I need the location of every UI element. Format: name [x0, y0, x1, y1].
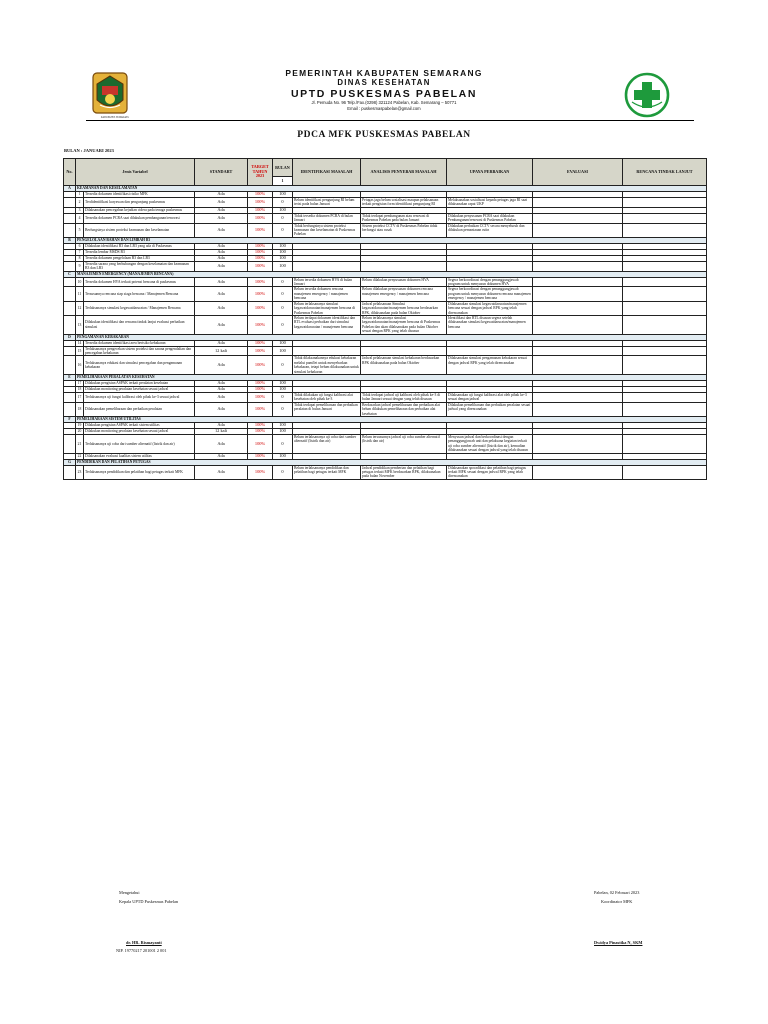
row-upaya: Segera berkoordinasi dengan penanggungjawab program untuk menyusun dokumen HVA — [447, 277, 533, 287]
row-target: 100% — [248, 255, 273, 261]
row-upaya: Melaksanakan sosialisasi kepada petugas jaga RI saat dilaksanakan rapat UKP — [447, 198, 533, 208]
row-target: 100% — [248, 392, 273, 402]
row-rencana — [623, 315, 707, 334]
section-title: KEAMANAN DAN KESELAMATAN — [76, 186, 707, 192]
row-standart: Ada — [195, 261, 248, 271]
row-identifikasi: Belum tersedia dokumen HVA di bulan Januari — [293, 277, 361, 287]
row-spacer — [64, 277, 76, 287]
col-upaya: UPAYA PERBAIKAN — [447, 159, 533, 186]
row-value: 0 — [273, 213, 293, 223]
row-target: 100% — [248, 423, 273, 429]
row-value: 100 — [273, 340, 293, 346]
row-target: 100% — [248, 261, 273, 271]
row-standart: Ada — [195, 207, 248, 213]
pdca-table — [63, 158, 707, 480]
row-variable: Terdidentifikasi karyawan dan pengunjung puskesmas — [84, 198, 195, 208]
row-value: 0 — [273, 198, 293, 208]
row-analisis: Belum dilakukan penyusunan dokumen rencana manajemen emergency / manajemen bencana — [361, 287, 447, 301]
row-identifikasi: Belum terdapat dokumen identifikasi dan RTL evaluasi perbaikan dari simulasi kegawatdaruratan / manajemen bencana — [293, 315, 361, 334]
row-value: 100 — [273, 243, 293, 249]
row-standart: Ada — [195, 192, 248, 198]
row-evaluasi — [533, 402, 623, 416]
row-number: 4 — [76, 213, 84, 223]
row-value: 100 — [273, 192, 293, 198]
puskesmas-name: UPTD PUSKESMAS PABELAN — [290, 88, 478, 100]
row-variable: Terlaksananya uji coba dari sumber alternatif (listrik dan air) — [84, 435, 195, 454]
row-analisis — [361, 346, 447, 356]
row-number: 12 — [76, 301, 84, 315]
row-analisis: Berdasarkan jadwal pemeliharaan dan perbaikan alat belum dilakukan pemeliharaan dan perbaikan alat kesehatan — [361, 402, 447, 416]
col-identifikasi: IDENTIFIKASI MASALAH — [293, 159, 361, 186]
row-value: 0 — [273, 392, 293, 402]
row-variable: Terlaksananya simulasi kegawatdaruratan / Manajemen Bencana — [84, 301, 195, 315]
signer-left-name: dr. HR. Rismayanti — [126, 940, 162, 945]
row-standart: Ada — [195, 402, 248, 416]
row-value: 0 — [273, 223, 293, 237]
col-bulan — [273, 159, 293, 186]
period-label: BULAN : JANUARI 2023 — [64, 148, 114, 153]
row-variable: Dilakukan identifikasi dan rencana tindak lanjut evaluasi perbaikan simulasi — [84, 315, 195, 334]
row-analisis: Tidak terdapat pembangunan atau renovasi di Puskesmas Pabelan pada bulan Januari — [361, 213, 447, 223]
row-target: 100% — [248, 192, 273, 198]
row-target: 100% — [248, 465, 273, 479]
col-analisis: ANALISIS PENYEBAB MASALAH — [361, 159, 447, 186]
row-spacer — [64, 261, 76, 271]
row-number: 15 — [76, 346, 84, 356]
table-row — [64, 213, 707, 223]
row-analisis: Tidak terdapat jadwal uji kalibrasi oleh pihak ke-3 di bulan Januari sesuai dengan yang telah disusun — [361, 392, 447, 402]
row-analisis: Belum dilakukan penyusunan dokumen HVA — [361, 277, 447, 287]
row-target: 100% — [248, 380, 273, 386]
row-value: 0 — [273, 301, 293, 315]
row-number: 10 — [76, 277, 84, 287]
row-variable: Tersedia lembar MSDS B3 — [84, 249, 195, 255]
row-standart: 12 kali — [195, 346, 248, 356]
row-upaya: Dilaksanakan simulasi pengamanan kebakaran sesuai dengan jadwal RPK yang telah direncanakan — [447, 356, 533, 375]
row-number: 3 — [76, 207, 84, 213]
row-variable: Dilaksanakan evaluasi kualitas sistem utilitas — [84, 453, 195, 459]
row-number: 16 — [76, 356, 84, 375]
row-analisis: Belum tersusunnya jadwal uji coba sumber alternatif (listrik dan air) — [361, 435, 447, 454]
row-evaluasi — [533, 346, 623, 356]
row-target: 100% — [248, 213, 273, 223]
row-spacer — [64, 198, 76, 208]
footer-right-2: Koordinator MFK — [601, 899, 633, 904]
row-standart: 12 kali — [195, 429, 248, 435]
row-variable: Terlaksananya edukasi dan simulasi pencegahan dan pengamanan kebakaran — [84, 356, 195, 375]
row-identifikasi — [293, 346, 361, 356]
row-number: 17 — [76, 392, 84, 402]
email: Email : puskesmaspabelan@gmail.com — [347, 106, 421, 111]
row-spacer — [64, 465, 76, 479]
row-value: 100 — [273, 453, 293, 459]
row-value: 0 — [273, 287, 293, 301]
row-value: 100 — [273, 429, 293, 435]
row-target: 100% — [248, 386, 273, 392]
row-identifikasi: Belum terlaksananya simulasi kegawatdaruratan/manajemen bencana di Puskesmas Pabelan — [293, 301, 361, 315]
row-rencana — [623, 346, 707, 356]
row-rencana — [623, 465, 707, 479]
row-variable: Dilakukan monitoring peralatan kesehatan sesuai jadwal — [84, 386, 195, 392]
row-identifikasi: Tidak berfungsinya sistem proteksi keamanan dan keselamatan di Puskesmas Pabelan — [293, 223, 361, 237]
row-value: 100 — [273, 249, 293, 255]
row-evaluasi — [533, 392, 623, 402]
row-evaluasi — [533, 356, 623, 375]
document-title: PDCA MFK PUSKESMAS PABELAN — [297, 130, 471, 140]
row-rencana — [623, 301, 707, 315]
row-number: 8 — [76, 255, 84, 261]
row-evaluasi — [533, 277, 623, 287]
row-identifikasi: Tidak terdapat pemeliharaan dan perbaikan peralatan di bulan Januari — [293, 402, 361, 416]
row-standart: Ada — [195, 277, 248, 287]
row-spacer — [64, 223, 76, 237]
row-rencana — [623, 198, 707, 208]
row-standart: Ada — [195, 380, 248, 386]
table-row — [64, 435, 707, 454]
row-target: 100% — [248, 453, 273, 459]
table-row — [64, 261, 707, 271]
row-standart: Ada — [195, 213, 248, 223]
row-spacer — [64, 346, 76, 356]
row-analisis: Jadwal pelaksanaan Simulasi kegawatdaruratan/manajemen bencana berdasarkan RPK, dilaksanakan pada bulan Oktober — [361, 301, 447, 315]
row-evaluasi — [533, 435, 623, 454]
row-number: 18 — [76, 386, 84, 392]
row-evaluasi — [533, 261, 623, 271]
row-upaya: Dilaksanakan uji fungsi kalibrasi alat oleh pihak ke-3 sesuai dengan jadwal — [447, 392, 533, 402]
row-variable: Terlaksananya pengecekan sistem proteksi dan sarana pengendalian dan pencegahan kebakaran — [84, 346, 195, 356]
row-analisis: Belum terlaksananya simulasi kegawatdaruratan/manajemen bencana di Puskesmas Pabelan dan akan dilaksanakan pada bulan Oktober sesuai dengan RPK yang telah disusun — [361, 315, 447, 334]
row-target: 100% — [248, 346, 273, 356]
row-spacer — [64, 402, 76, 416]
row-number: 21 — [76, 435, 84, 454]
row-variable: Dilaksanakan pemeliharaan dan perbaikan peralatan — [84, 402, 195, 416]
row-target: 100% — [248, 340, 273, 346]
table-row — [64, 315, 707, 334]
row-variable: Tersedia sarana yang berhubungan dengan keselamatan dan keamanan B3 dan LB3 — [84, 261, 195, 271]
row-number: 6 — [76, 243, 84, 249]
row-variable: Terlaksananya uji fungsi kalibrasi oleh pihak ke-3 sesuai jadwal — [84, 392, 195, 402]
row-spacer — [64, 301, 76, 315]
row-analisis — [361, 261, 447, 271]
row-rencana — [623, 261, 707, 271]
row-variable: Dilakukan pengisian ASPAK terkait sistem utilitas — [84, 423, 195, 429]
row-rencana — [623, 356, 707, 375]
section-letter: A — [64, 186, 76, 192]
row-variable: Tersusunnya rencana siap siaga bencana / Manajemen Bencana — [84, 287, 195, 301]
row-value: 100 — [273, 346, 293, 356]
row-number: 13 — [76, 315, 84, 334]
signer-left-nip: NIP. 19770217 201001 2 001 — [116, 948, 167, 953]
row-spacer — [64, 356, 76, 375]
row-value: 0 — [273, 315, 293, 334]
row-standart: Ada — [195, 198, 248, 208]
row-target: 100% — [248, 435, 273, 454]
row-standart: Ada — [195, 340, 248, 346]
row-evaluasi — [533, 315, 623, 334]
table-row — [64, 465, 707, 479]
row-analisis: Sistem proteksi CCTV di Puskesmas Pabelan tidak berfungsi atau rusak — [361, 223, 447, 237]
row-identifikasi: Belum terlaksananya pendidikan dan pelatihan bagi petugas terkait MFK — [293, 465, 361, 479]
row-standart: Ada — [195, 356, 248, 375]
puskesmas-cross-icon — [624, 72, 670, 118]
row-upaya: Segera berkoordinasi dengan penanggungjawab program untuk menyusun dokumen rencana manajemen emergency / manajemen bencana — [448, 287, 531, 301]
footer-left-2: Kepala UPTD Puskesmas Pabelan — [119, 899, 179, 904]
row-identifikasi: Belum tersedia dokumen rencana manajemen emergency / manajemen bencana — [293, 287, 361, 301]
footer-left-1: Mengetahui — [119, 890, 140, 895]
row-identifikasi: Belum terlaksananya uji coba dari sumber alternatif (listrik dan air) — [293, 435, 361, 454]
row-standart: Ada — [195, 435, 248, 454]
row-rencana — [623, 402, 707, 416]
row-target: 100% — [248, 287, 273, 301]
section-letter: E — [64, 374, 76, 380]
row-variable: Tersedia dokumen HVA terkait potensi bencana di puskesmas — [84, 277, 195, 287]
row-standart: Ada — [195, 249, 248, 255]
row-target: 100% — [248, 198, 273, 208]
row-rencana — [623, 277, 707, 287]
row-upaya: Dilaksanakan simulasi kegawatdaruratan/manajemen bencana sesuai dengan jadwal RPK yang telah direncanakan — [447, 301, 533, 315]
section-title: PEMELIHARAAN PERALATAN KESEHATAN — [76, 374, 707, 380]
section-title: PENGELOLAAN BAHAN DAN LIMBAH B3 — [76, 237, 707, 243]
row-number: 5 — [76, 223, 84, 237]
footer-right-1: Pabelan, 02 Februari 2023 — [594, 890, 640, 895]
row-variable: Tersedia dokumen identifikasi risiko MFK — [84, 192, 195, 198]
row-number: 9 — [76, 261, 84, 271]
row-evaluasi — [533, 198, 623, 208]
table-row — [64, 223, 707, 237]
row-standart: Ada — [195, 287, 248, 301]
row-upaya: Identifikasi dan RTL disusun segera setelah dilaksanakan simulasi kegawatdaruratan/manajemen bencana — [447, 315, 533, 334]
row-variable: Tersedia dokumen identifikasi area berisiko kebakaran — [84, 340, 195, 346]
row-spacer — [64, 435, 76, 454]
row-identifikasi — [293, 261, 361, 271]
row-number: 11 — [76, 287, 84, 301]
row-target: 100% — [248, 301, 273, 315]
col-bulan-num: 1 — [273, 176, 292, 185]
section-title: PEMELIHARAAN SISTEM UTILITAS — [76, 417, 707, 423]
section-letter: F — [64, 417, 76, 423]
row-rencana — [623, 392, 707, 402]
table-row — [64, 301, 707, 315]
row-target: 100% — [248, 315, 273, 334]
logo-caption: KABUPATEN SEMARANG — [100, 116, 130, 119]
row-standart: Ada — [195, 465, 248, 479]
section-letter: D — [64, 334, 76, 340]
table-row — [64, 287, 707, 301]
table-row — [64, 392, 707, 402]
row-variable: Berfungsinya sistem proteksi keamanan dan keselamatan — [84, 223, 195, 237]
col-target: TARGET TAHUN 2023 — [248, 159, 273, 186]
row-evaluasi — [533, 301, 623, 315]
section-letter: G — [64, 459, 76, 465]
row-number: 2 — [76, 198, 84, 208]
row-variable: Dilakukan identifikasi B3 dan LB3 yang ada di Puskesmas — [84, 243, 195, 249]
row-spacer — [64, 287, 76, 301]
signer-right-name: Dwidya Pinastika N, SKM — [594, 940, 643, 945]
row-target: 100% — [248, 277, 273, 287]
letterhead — [0, 62, 768, 122]
row-upaya — [447, 261, 533, 271]
row-target: 100% — [248, 402, 273, 416]
row-variable: Dilaksanakan pencegahan kejadian cidera pada tenaga puskesmas — [84, 207, 195, 213]
row-standart: Ada — [195, 315, 248, 334]
col-standart: STANDART — [195, 159, 248, 186]
row-value: 0 — [273, 465, 293, 479]
row-variable: Dilakukan pengisian ASPAK terkait peralatan kesehatan — [84, 380, 195, 386]
row-upaya: Dilakukan perbaikan CCTV secara menyeluruh dan dilakukan pemantauan rutin — [447, 223, 533, 237]
row-value: 100 — [273, 380, 293, 386]
gov-name: PEMERINTAH KABUPATEN SEMARANG — [285, 68, 483, 78]
row-identifikasi: Belum identifikasi pengunjung RI belum terisi pada bulan Januari — [293, 198, 361, 208]
row-analisis: Petugas jaga belum sosialisasi maupun pelaksanaan terkait pengisian form identifikasi pengunjung RI — [361, 198, 447, 208]
row-number: 20 — [76, 429, 84, 435]
row-identifikasi: Tidak dilakukan uji fungsi kalibrasi alat kesehatan oleh pihak ke-3 — [293, 392, 361, 402]
row-evaluasi — [533, 465, 623, 479]
row-standart: Ada — [195, 255, 248, 261]
row-standart: Ada — [195, 301, 248, 315]
table-row — [64, 356, 707, 375]
row-variable: Dilakukan monitoring peralatan kesehatan sesuai jadwal — [84, 429, 195, 435]
section-title: MANAJEMEN EMERGENCY (MANAJEMEN BENCANA) — [76, 271, 707, 277]
row-number: 14 — [76, 340, 84, 346]
row-value: 100 — [273, 386, 293, 392]
row-target: 100% — [248, 207, 273, 213]
row-value: 0 — [273, 356, 293, 375]
section-letter: B — [64, 237, 76, 243]
row-target: 100% — [248, 249, 273, 255]
row-upaya: Menyusun jadwal dan berkoordinasi dengan penanggungjawab unit dan pelaksana kegiatan terkait uji coba sumber alternatif (listrik dan air), kemudian dilaksanakan sesuai dengan jadwal yang telah disusun — [447, 435, 533, 454]
row-evaluasi — [533, 223, 623, 237]
col-rencana: RENCANA TINDAK LANJUT — [623, 159, 707, 186]
row-standart: Ada — [195, 223, 248, 237]
row-rencana — [623, 213, 707, 223]
row-standart: Ada — [195, 453, 248, 459]
row-variable: Tersedia dokumen pengelolaan B3 dan LB3 — [84, 255, 195, 261]
row-rencana — [623, 223, 707, 237]
row-number: 18 — [76, 402, 84, 416]
row-spacer — [64, 315, 76, 334]
row-rencana — [623, 287, 707, 301]
address: Jl. Pemuda No. 96 Telp./Fax.(0298) 321124 Pabelan, Kab. Semarang – 50771 — [311, 100, 457, 105]
table-row — [64, 277, 707, 287]
row-target: 100% — [248, 243, 273, 249]
row-upaya: Dilaksanakan sporadikasi dan pelatihan bagi petugas terkait MFK sesuai dengan jadwal RPK yang telah direncanakan — [447, 465, 533, 479]
row-target: 100% — [248, 223, 273, 237]
table-row — [64, 198, 707, 208]
row-value: 0 — [273, 435, 293, 454]
row-standart: Ada — [195, 386, 248, 392]
row-upaya: Dilakukan penyusunan PCRA saat dilakukan Pembangunan/renovasi di Puskesmas Pabelan — [447, 213, 533, 223]
row-evaluasi — [533, 213, 623, 223]
row-evaluasi — [533, 287, 623, 301]
col-bulan-label: BULAN — [275, 165, 290, 170]
row-number: 17 — [76, 380, 84, 386]
row-spacer — [64, 392, 76, 402]
table-row — [64, 346, 707, 356]
row-variable: Tersedia dokumen PCRA saat dilakukan pembangunan/renovasi — [84, 213, 195, 223]
row-number: 19 — [76, 423, 84, 429]
row-upaya: Dilakukan pemeliharaan dan perbaikan peralatan sesuai jadwal yang direncanakan — [447, 402, 533, 416]
row-identifikasi: Tidak dilaksanakannya edukasi kebakaran melalui pamflet untuk menyebarkan kebakaran, tetapi belum dilaksanakan untuk simulasi kebakaran — [294, 356, 359, 374]
row-number: 1 — [76, 192, 84, 198]
col-no: No. — [64, 159, 76, 186]
row-standart: Ada — [195, 423, 248, 429]
row-variable: Terlaksananya pendidikan dan pelatihan bagi petugas terkait MFK — [84, 465, 195, 479]
col-jenis: Jenis Variabel — [76, 159, 195, 186]
row-spacer — [64, 213, 76, 223]
col-evaluasi: EVALUASI — [533, 159, 623, 186]
row-value: 100 — [273, 255, 293, 261]
section-letter: C — [64, 271, 76, 277]
table-header-row — [64, 159, 707, 186]
row-value: 0 — [273, 277, 293, 287]
row-standart: Ada — [195, 243, 248, 249]
section-title: PENDIDIKAN DAN PELATIHAN PETUGAS — [76, 459, 707, 465]
row-value: 100 — [273, 261, 293, 271]
row-number: 22 — [76, 453, 84, 459]
section-title: PENGAMANAN KEBAKARAN — [76, 334, 707, 340]
row-number: 23 — [76, 465, 84, 479]
table-row — [64, 402, 707, 416]
dept-name: DINAS KESEHATAN — [337, 78, 431, 87]
row-analisis: Jadwal pendidikan pemberian dan pelatihan bagi petugas terkait MFK berdasarkan RPK, dilaksanakan pada bulan November — [361, 465, 447, 479]
row-target: 100% — [248, 356, 273, 375]
row-standart: Ada — [195, 392, 248, 402]
row-rencana — [623, 435, 707, 454]
row-analisis: Jadwal pelaksanaan simulasi kebakaran berdasarkan RPK dilaksanakan pada bulan Oktober — [361, 356, 447, 375]
row-value: 0 — [273, 402, 293, 416]
row-value: 100 — [273, 423, 293, 429]
row-value: 100 — [273, 207, 293, 213]
letterhead-rule — [86, 120, 694, 121]
row-target: 100% — [248, 429, 273, 435]
row-number: 7 — [76, 249, 84, 255]
row-upaya — [447, 346, 533, 356]
row-identifikasi: Tidak tersedia dokumen PCRA di bulan Januari — [293, 213, 361, 223]
